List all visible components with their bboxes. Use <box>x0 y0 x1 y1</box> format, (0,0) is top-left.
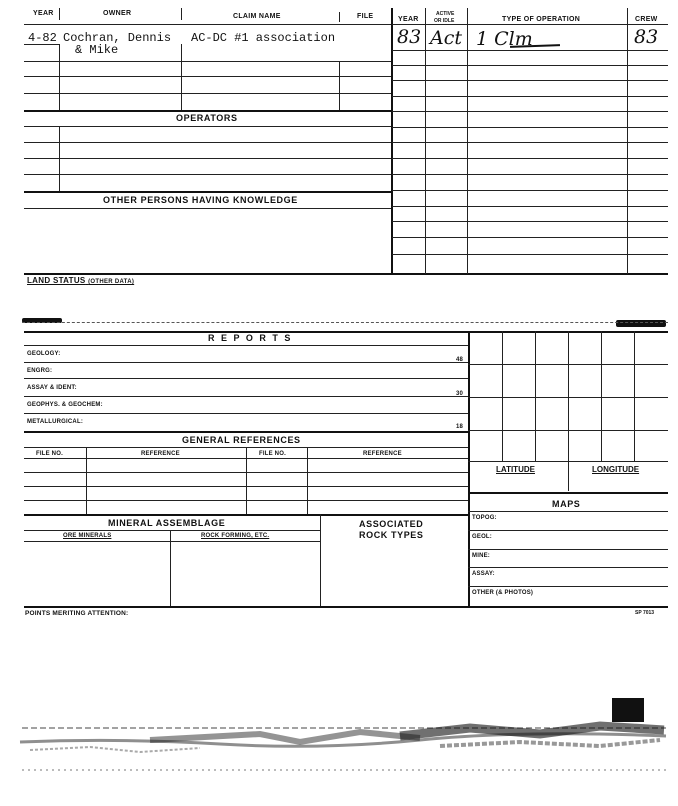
maps-mine: MINE: <box>472 553 490 559</box>
ref-reference-2: REFERENCE <box>363 451 402 457</box>
owner-name-line2: & Mike <box>75 43 119 57</box>
form-number: SP 7013 <box>635 610 655 616</box>
ref-file-no-2: FILE NO. <box>259 451 286 457</box>
type-of-operation-header: TYPE OF OPERATION <box>502 16 581 23</box>
mineral-assemblage-title: MINERAL ASSEMBLAGE <box>108 518 226 528</box>
associated-rock-types-line2: ROCK TYPES <box>359 530 424 540</box>
file-header: FILE <box>357 13 374 20</box>
other-persons-title: OTHER PERSONS HAVING KNOWLEDGE <box>103 195 298 205</box>
report-metallurgical: METALLURGICAL: <box>27 419 84 425</box>
ops-year: 83 <box>397 26 422 48</box>
ops-crew: 83 <box>634 26 659 48</box>
owner-name: Cochran, Dennis <box>63 31 172 45</box>
general-references-title: GENERAL REFERENCES <box>182 435 301 445</box>
ops-status: Act <box>430 27 462 49</box>
claim-name-header: CLAIM NAME <box>233 13 281 20</box>
report-geology: GEOLOGY: <box>27 351 61 357</box>
active-header: ACTIVE <box>436 11 455 17</box>
maps-assay: ASSAY: <box>472 571 495 577</box>
longitude-label: LONGITUDE <box>592 465 640 474</box>
ore-minerals-header: ORE MINERALS <box>63 533 112 539</box>
scan-black-block <box>612 698 644 722</box>
owner-header: OWNER <box>103 10 132 17</box>
ops-year-header: YEAR <box>398 16 419 23</box>
operators-title: OPERATORS <box>176 113 238 123</box>
ref-file-no-1: FILE NO. <box>36 451 63 457</box>
associated-rock-types-line1: ASSOCIATED <box>359 519 424 529</box>
report-assay: ASSAY & IDENT: <box>27 385 77 391</box>
scan-artifacts <box>0 690 678 806</box>
report-metallurgical-num: 18 <box>456 424 464 430</box>
claim-year: 4-82 <box>28 31 57 45</box>
maps-geol: GEOL: <box>472 534 492 540</box>
rock-forming-header: ROCK FORMING, ETC. <box>201 533 270 539</box>
ops-type: 1 Clm <box>476 28 533 50</box>
ref-reference-1: REFERENCE <box>141 451 180 457</box>
report-geology-num: 48 <box>456 357 464 363</box>
latitude-label: LATITUDE <box>496 465 535 474</box>
crew-header: CREW <box>635 16 658 23</box>
claim-name: AC-DC #1 association <box>191 31 336 45</box>
report-assay-num: 30 <box>456 391 464 397</box>
maps-topog: TOPOG: <box>472 515 497 521</box>
year-header: YEAR <box>33 10 54 17</box>
reports-title: R E P O R T S <box>208 333 293 343</box>
maps-other: OTHER (& PHOTOS) <box>472 590 534 596</box>
report-geophys: GEOPHYS. & GEOCHEM: <box>27 402 103 408</box>
idle-header: OR IDLE <box>434 18 455 24</box>
land-status-label: LAND STATUS (OTHER DATA) <box>27 276 135 285</box>
report-engrg: ENGRG: <box>27 368 53 374</box>
points-meriting-attention: POINTS MERITING ATTENTION: <box>25 610 129 617</box>
maps-title: MAPS <box>552 499 581 509</box>
scan-noise-band <box>20 726 666 752</box>
